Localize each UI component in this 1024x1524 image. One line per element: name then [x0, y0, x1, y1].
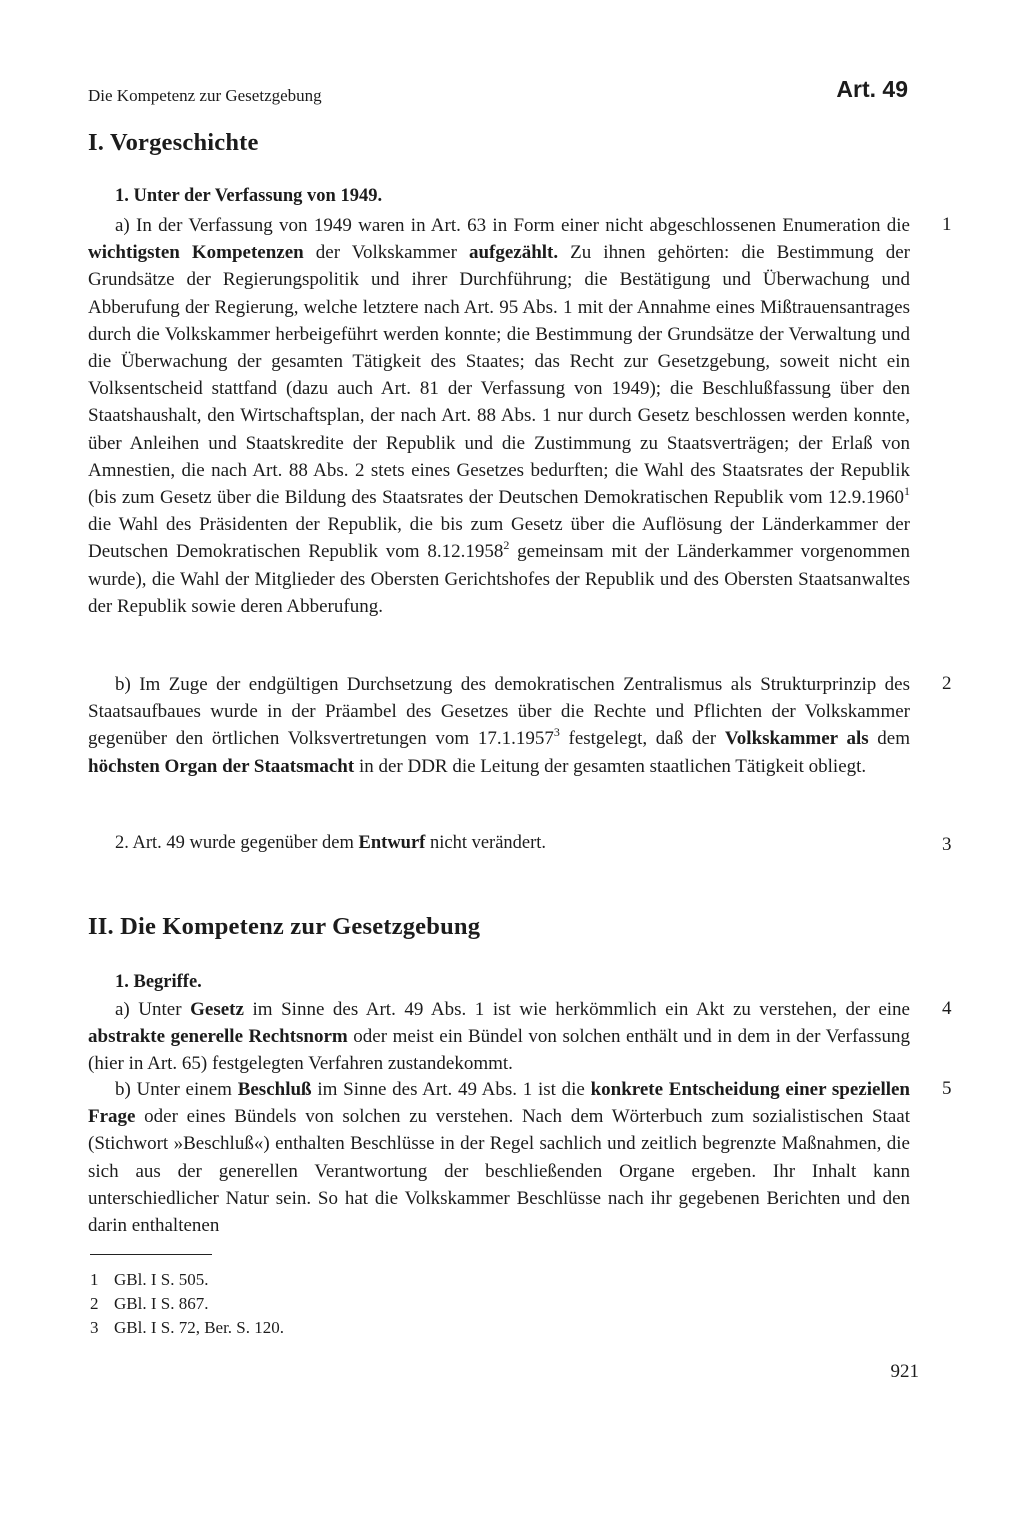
subsection-heading: 1. Begriffe. [115, 972, 202, 992]
paragraph-1a: a) In der Verfassung von 1949 waren in Art. 63 in Form einer nicht abgeschlossenen Enumeration die wichtigsten Kompetenzen der Volkskammer aufgezählt. Zu ihnen gehörten: die Bestimmung der Grundsätze der Regierungspolitik und ihrer Durchführung; die Bestätigung und Überwachung und Abberufung der Regierung, welche letztere nach Art. 95 Abs. 1 mit der Annahme eines Mißtrauensantrages durch die Volkskammer herbeigeführt werden konnte; die Bestimmung der Grundsätze der Verwaltung und die Überwachung der gesamten Tätigkeit des Staates; das Recht zur Gesetzgebung, soweit nicht ein Volksentscheid stattfand (dazu auch Art. 81 der Verfassung von 1949); die Beschlußfassung über den Staatshaushalt, den Wirtschaftsplan, der nach Art. 88 Abs. 1 nur durch Gesetz beschlossen werden konnte, über Anleihen und Staatskredite der Republik und die Zustimmung zu Staatsverträgen; der Erlaß von Amnestien, die nach Art. 88 Abs. 2 stets eines Gesetzes bedurften; die Wahl des Staatsrates der Republik (bis zum Gesetz über die Bildung des Staatsrates der Deutschen Demokratischen Republik vom 12.9.1960$^1$ die Wahl des Präsidenten der Republik, die bis zum Gesetz über die Auflösung der Länderkammer der Deutschen Demokratischen Republik vom 8.12.1958$^2$ gemeinsam mit der Länderkammer vorgenommen wurde), die Wahl der Mitglieder des Obersten Gerichtshofes der Republik und des Obersten Staatsanwaltes der Republik sowie deren Abberufung. [88, 215, 910, 617]
footnote-ref: 2 [503, 538, 510, 553]
margin-number: 1 [942, 214, 952, 235]
running-title: Die Kompetenz zur Gesetzgebung [88, 86, 322, 105]
margin-number: 5 [942, 1078, 952, 1099]
article-number: Art. 49 [836, 76, 908, 102]
margin-number: 3 [942, 834, 952, 855]
footnote: 2 GBl. I S. 867. [90, 1294, 209, 1313]
footnote-ref: 3 [553, 725, 560, 740]
footnote: 1 GBl. I S. 505. [90, 1270, 209, 1289]
footnote-ref: 1 [904, 484, 910, 499]
footnote: 3 GBl. I S. 72, Ber. S. 120. [90, 1318, 285, 1337]
section-heading-2: II. Die Kompetenz zur Gesetzgebung [88, 913, 481, 940]
footnote-divider [90, 1254, 212, 1255]
paragraph-2a: a) Unter Gesetz im Sinne des Art. 49 Abs. 1 ist wie herkömmlich ein Akt zu verstehen, der eine abstrakte generelle Rechtsnorm oder meist ein Bündel von solchen enthält und in dem in der Verfassung (hier in Art. 65) festgelegten Verfahren zustandekommt. [88, 999, 911, 1075]
paragraph-1b: b) Im Zuge der endgültigen Durchsetzung des demokratischen Zentralismus als Strukturprinzip des Staatsaufbaues wurde in der Präambel des Gesetzes über die Rechte und Pflichten der Volkskammer gegenüber den örtlichen Volksvertretungen vom 17.1.1957$^3$ festgelegt, daß der Volkskammer als dem höchsten Organ der Staatsmacht in der DDR die Leitung der gesamten staatlichen Tätigkeit obliegt. [88, 674, 911, 777]
section-heading-1: I. Vorgeschichte [88, 129, 259, 156]
paragraph-2: 2. Art. 49 wurde gegenüber dem Entwurf nicht verändert. [115, 833, 547, 853]
margin-number: 4 [942, 998, 952, 1019]
subsection-heading: 1. Unter der Verfassung von 1949. [115, 186, 383, 206]
paragraph-2b: b) Unter einem Beschluß im Sinne des Art. 49 Abs. 1 ist die konkrete Entscheidung einer speziellen Frage oder eines Bündels von solchen zu verstehen. Nach dem Wörterbuch zum sozialistischen Staat (Stichwort »Beschluß«) enthalten Beschlüsse in der Regel sachlich und zeitlich begrenzte Maßnahmen, die sich aus der generellen Verantwortung der beschließenden Organe ergeben. Ihr Inhalt kann unterschiedlicher Natur sein. So hat die Volkskammer Beschlüsse nach ihr gegebenen Berichten und den darin enthaltenen [88, 1079, 910, 1237]
page-number: 921 [890, 1361, 919, 1382]
margin-number: 2 [942, 673, 952, 694]
